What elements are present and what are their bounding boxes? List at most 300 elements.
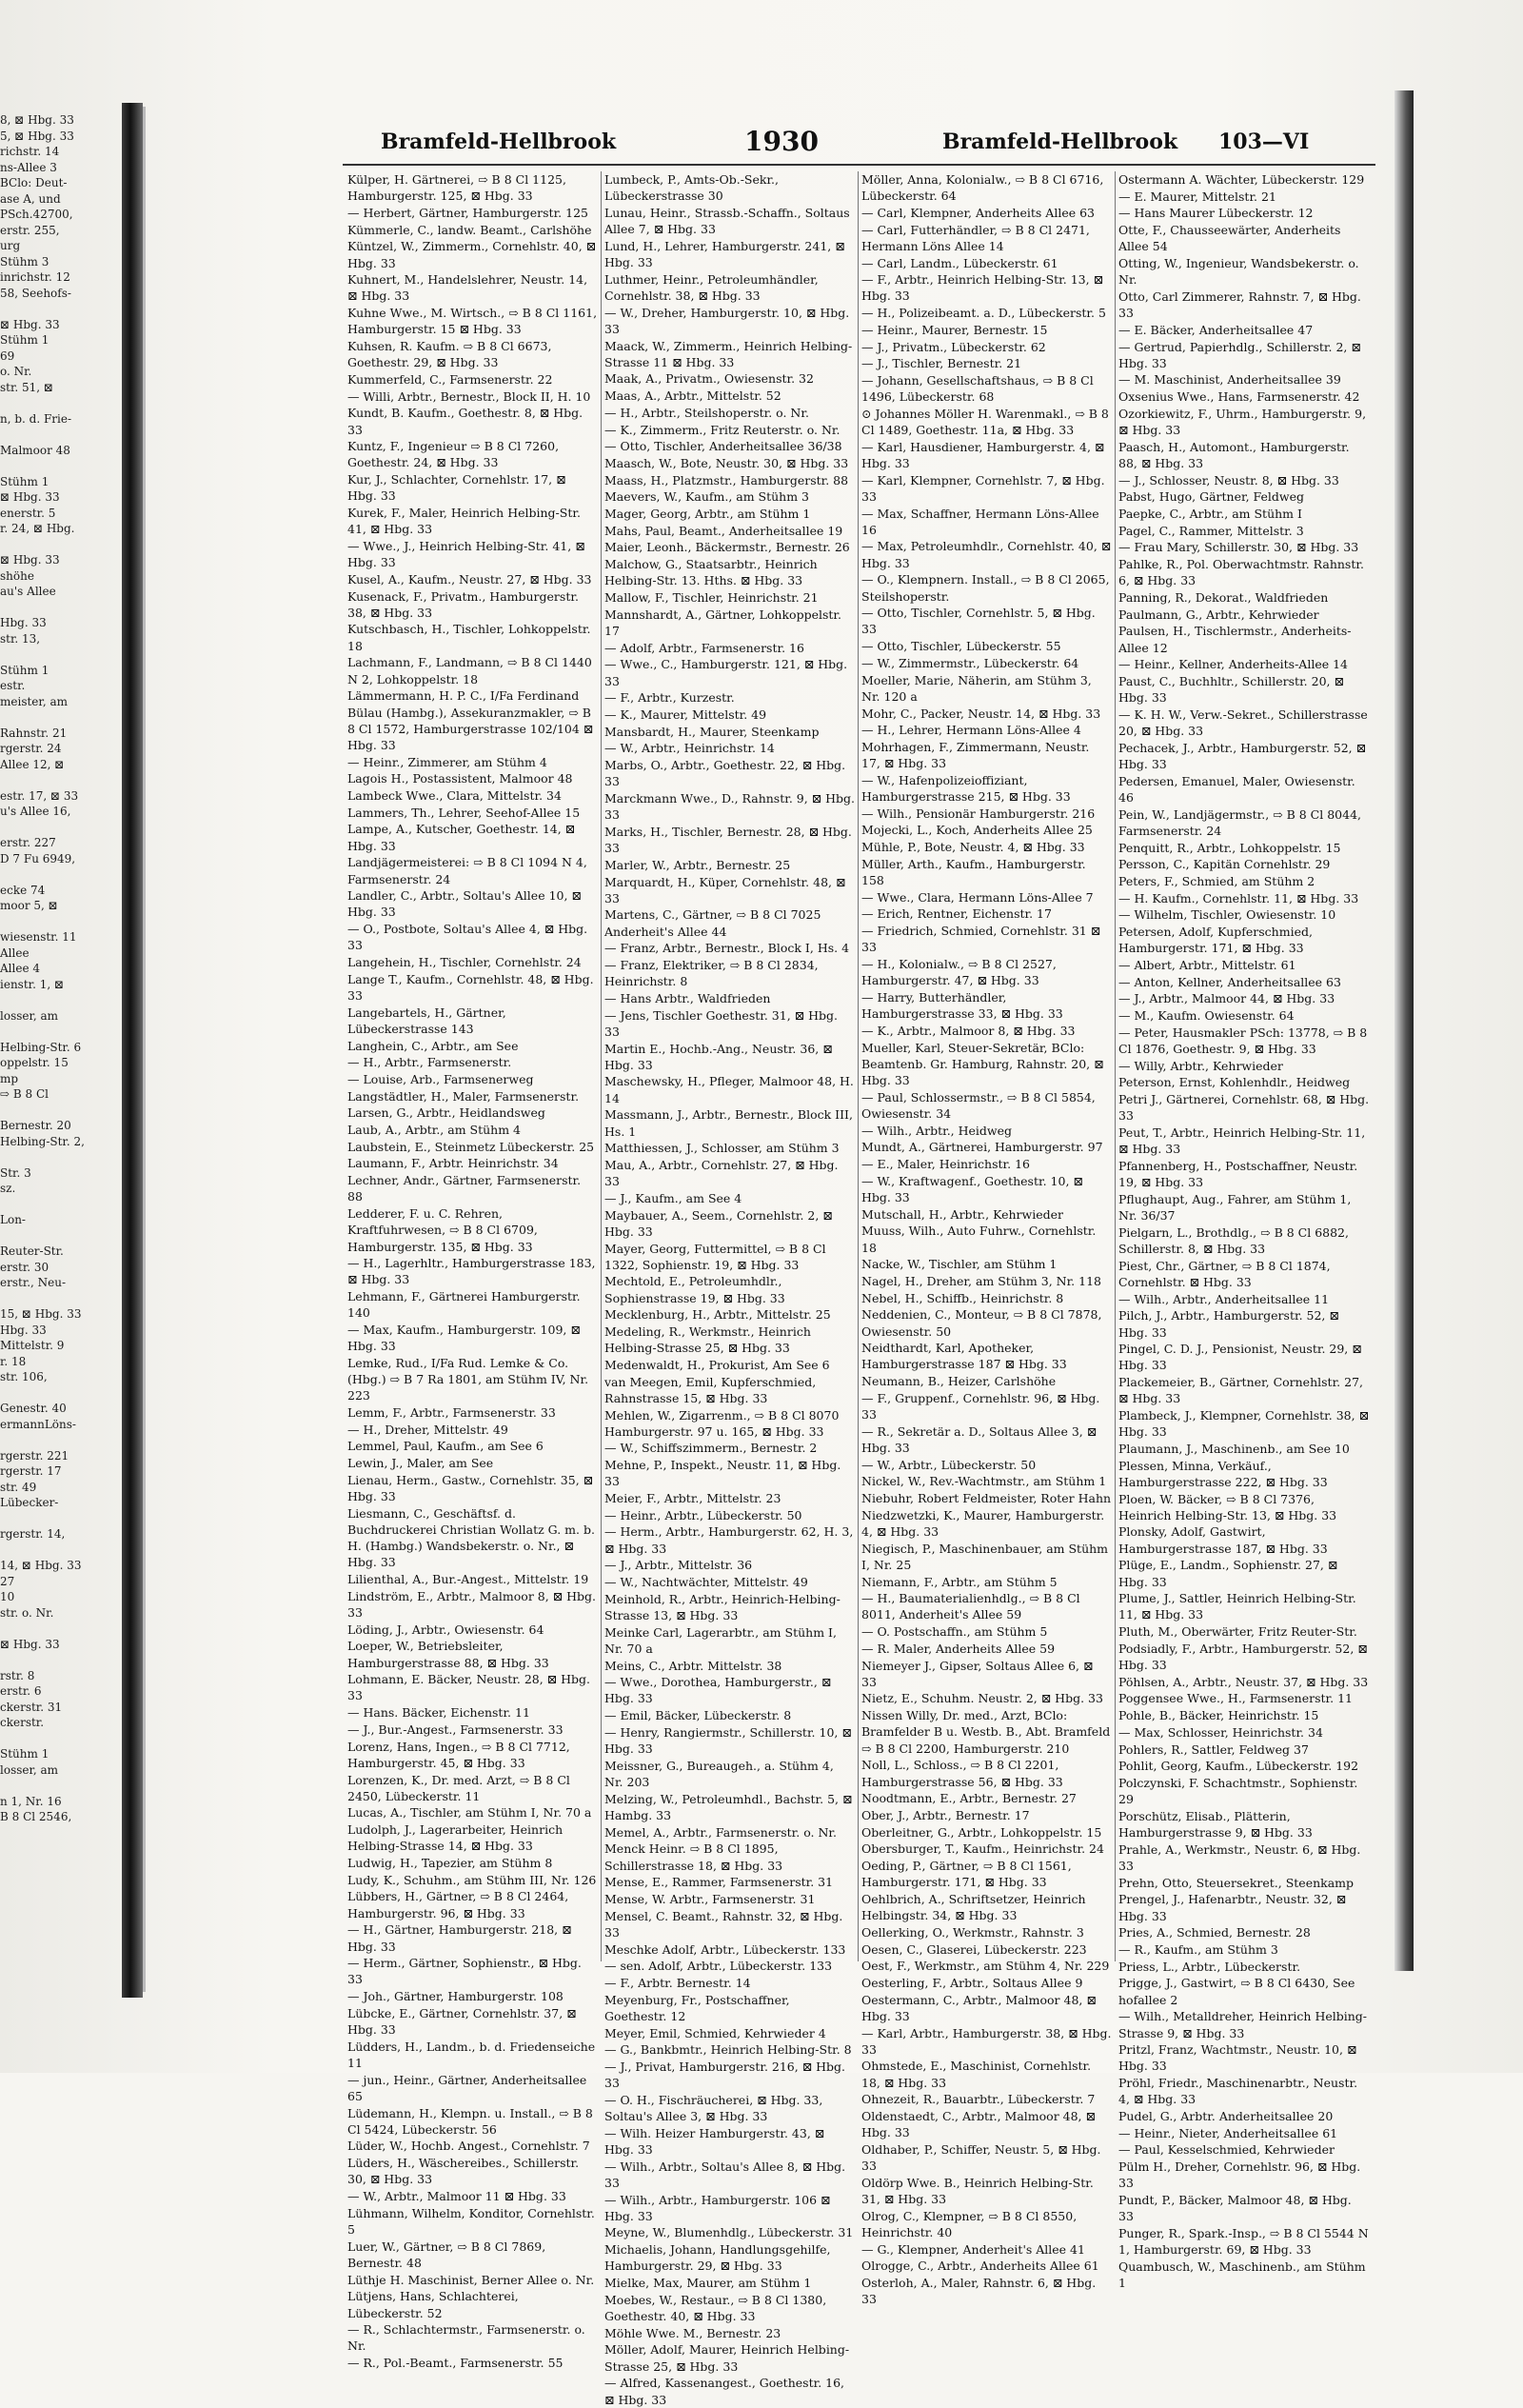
directory-entry: Möhle Wwe. M., Bernestr. 23 [604,2325,781,2340]
directory-entry: — W., Arbtr., Heinrichstr. 14 [604,741,775,756]
directory-entry: Pflughaupt, Aug., Fahrer, am Stühm 1, Nr. 36/37 [1118,1191,1352,1224]
directory-entry: Meschke Adolf, Arbtr., Lübeckerstr. 133 [604,1941,846,1957]
directory-entry: Niegisch, P., Maschinenbauer, am Stühm I, Nr. 25 [861,1541,1109,1572]
directory-entry: — W., Arbtr., Lübeckerstr. 50 [861,1457,1037,1472]
directory-entry: Prengel, J., Hafenarbtr., Neustr. 32, ⊠ Hbg. 33 [1118,1892,1347,1923]
directory-entry: — sen. Adolf, Arbtr., Lübeckerstr. 133 [604,1959,833,1974]
directory-entry: — Wilh., Arbtr., Anderheitsallee 11 [1118,1291,1330,1306]
directory-entry: Langhein, C., Arbtr., am See [347,1038,519,1053]
directory-entry: Oellerking, O., Werkmstr., Rahnstr. 3 [861,1924,1084,1940]
left-page-line [0,1778,122,1794]
directory-entry: — Adolf, Arbtr., Farmsenerstr. 16 [604,640,804,655]
directory-entry: Meinhold, R., Arbtr., Heinrich-Helbing-Strasse 13, ⊠ Hbg. 33 [604,1591,841,1622]
directory-column-3 [859,171,1116,2307]
directory-entry: Maak, A., Privatm., Owiesenstr. 32 [604,371,814,387]
directory-entry: — H., Dreher, Mittelstr. 49 [347,1422,508,1437]
left-page-line [0,1385,122,1402]
directory-entry: Plambeck, J., Klempner, Cornehlstr. 38, ⊠ Hbg. 33 [1118,1408,1370,1440]
left-page-line [0,709,122,726]
directory-entry: — Anton, Kellner, Anderheitsallee 63 [1118,974,1341,989]
left-page-line: erstr. 255, [0,223,60,237]
page-edge [1394,90,1414,1971]
directory-entry: Menck Heinr. ⇨ B 8 Cl 1895, Schillerstrasse 18, ⊠ Hbg. 33 [604,1841,783,1873]
directory-entry: Kuhnert, M., Handelslehrer, Neustr. 14, ⊠ Hbg. 33 [347,272,588,304]
directory-entry: — Hans. Bäcker, Eichenstr. 11 [347,1705,530,1721]
directory-entry: — E. Bäcker, Anderheitsallee 47 [1118,322,1314,337]
left-page-line: estr. [0,679,26,692]
left-page-line: BClo: Deut- [0,176,68,189]
directory-entry: — Hans Arbtr., Waldfrieden [604,990,771,1005]
left-page-line: sz. [0,1182,16,1195]
directory-entry: Pedersen, Emanuel, Maler, Owiesenstr. 46 [1118,773,1355,806]
directory-entry: Nickel, W., Rev.-Wachtmstr., am Stühm 1 [861,1474,1107,1489]
left-page-line: Hbg. 33 [0,1323,47,1337]
directory-entry: Marquardt, H., Küper, Cornehlstr. 48, ⊠ 33 [604,874,846,905]
directory-entry: Lüders, H., Wäschereibes., Schillerstr. 30, ⊠ Hbg. 33 [347,2156,580,2187]
directory-entry: Priess, L., Arbtr., Lübeckerstr. [1118,1959,1301,1974]
left-page-line [0,301,122,317]
left-page-line [0,772,122,788]
directory-entry: — Harry, Butterhändler, Hamburgerstrasse 33, ⊠ Hbg. 33 [861,989,1063,1022]
directory-entry: Neidthardt, Karl, Apotheker, Hamburgerstrasse 187 ⊠ Hbg. 33 [861,1341,1067,1372]
directory-entry: Petersen, Adolf, Kupferschmied, Hamburgerstr. 171, ⊠ Hbg. 33 [1118,925,1313,956]
directory-entry: Mahs, Paul, Beamt., Anderheitsallee 19 [604,523,843,538]
directory-entry: Mensel, C. Beamt., Rahnstr. 32, ⊠ Hbg. 33 [604,1908,843,1940]
directory-entry: Ozorkiewitz, F., Uhrm., Hamburgerstr. 9, ⊠ Hbg. 33 [1118,406,1367,438]
directory-entry: Lemm, F., Arbtr., Farmsenerstr. 33 [347,1405,556,1421]
left-page-line [0,1024,122,1040]
directory-entry: Oest, F., Werkmstr., am Stühm 4, Nr. 229 [861,1959,1110,1974]
header-rule [343,164,1375,166]
directory-entry: Podsiadly, F., Arbtr., Hamburgerstr. 52, ⊠ Hbg. 33 [1118,1641,1368,1673]
directory-entry: Pundt, P., Bäcker, Malmoor 48, ⊠ Hbg. 33 [1118,2193,1352,2224]
directory-entry: Kummerfeld, C., Farmsenerstr. 22 [347,371,553,387]
directory-entry: Neumann, B., Heizer, Carlshöhe [861,1374,1057,1389]
left-page-line: au's Allee [0,585,56,598]
directory-entry: Külper, H. Gärtnerei, ⇨ B 8 Cl 1125, Hamburgerstr. 125, ⊠ Hbg. 33 [347,172,566,204]
directory-entry: Lüdders, H., Landm., b. d. Friedenseiche 11 [347,2039,596,2070]
directory-entry: Lachmann, F., Landmann, ⇨ B 8 Cl 1440 N 2, Lohkoppelstr. 18 [347,655,592,687]
directory-entry: — G., Bankbmtr., Heinrich Helbing-Str. 8 [604,2042,852,2058]
left-page-line: Mittelstr. 9 [0,1339,65,1352]
directory-entry: Lilienthal, A., Bur.-Angest., Mittelstr. 19 [347,1572,589,1587]
left-page-line: erstr. 30 [0,1260,49,1274]
directory-entry: Pohlit, Georg, Kaufm., Lübeckerstr. 192 [1118,1759,1359,1774]
directory-entry: Larsen, G., Arbtr., Heidlandsweg [347,1105,545,1121]
left-page-line: ienstr. 1, ⊠ [0,977,65,991]
header-year: 1930 [744,126,819,157]
directory-entry: — Herm., Gärtner, Sophienstr., ⊠ Hbg. 33 [347,1956,582,1987]
directory-entry: Kutschbasch, H., Tischler, Lohkoppelstr. 18 [347,622,591,653]
directory-entry: Penquitt, R., Arbtr., Lohkoppelstr. 15 [1118,840,1341,855]
directory-entry: Osterloh, A., Maler, Rahnstr. 6, ⊠ Hbg. 33 [861,2276,1097,2307]
directory-entry: Medeling, R., Werkmstr., Heinrich Helbing-Strasse 25, ⊠ Hbg. 33 [604,1324,811,1356]
left-page-line [0,600,122,616]
directory-entry: Lübcke, E., Gärtner, Cornehlstr. 37, ⊠ Hbg. 33 [347,2005,577,2038]
directory-entry: Meissner, G., Bureaugeh., a. Stühm 4, Nr. 203 [604,1758,834,1789]
directory-entry: — R., Kaufm., am Stühm 3 [1118,1942,1278,1958]
directory-entry: — H., Polizeibeamt. a. D., Lübeckerstr. 5 [861,306,1106,321]
directory-entry: Mayer, Georg, Futtermittel, ⇨ B 8 Cl 1322, Sophienstr. 19, ⊠ Hbg. 33 [604,1241,826,1272]
directory-entry: Lüdemann, H., Klempn. u. Install., ⇨ B 8 Cl 5424, Lübeckerstr. 56 [347,2105,593,2137]
directory-entry: — Max, Schaffner, Hermann Löns-Allee 16 [861,506,1099,537]
directory-entry: — M. Maschinist, Anderheitsallee 39 [1118,372,1341,388]
directory-entry: — Emil, Bäcker, Lübeckerstr. 8 [604,1708,792,1723]
left-page-line: Rahnstr. 21 [0,726,68,740]
directory-entry: Moeller, Marie, Näherin, am Stühm 3, Nr. 120 a [861,672,1092,704]
directory-entry: Plessen, Minna, Verkäuf., Hamburgerstrasse 222, ⊠ Hbg. 33 [1118,1458,1328,1489]
directory-entry: — J., Bur.-Angest., Farmsenerstr. 33 [347,1721,564,1737]
left-page-line: urg [0,239,21,252]
directory-entry: Oehlbrich, A., Schriftsetzer, Heinrich Helbingstr. 34, ⊠ Hbg. 33 [861,1891,1086,1923]
directory-entry: Petri J., Gärtnerei, Cornehlstr. 68, ⊠ Hbg. 33 [1118,1092,1370,1124]
directory-entry: Obersburger, T., Kaufm., Heinrichstr. 24 [861,1841,1104,1857]
directory-entry: Plackemeier, B., Gärtner, Cornehlstr. 27, ⊠ Hbg. 33 [1118,1375,1363,1406]
directory-entry: — Johann, Gesellschaftshaus, ⇨ B 8 Cl 1496, Lübeckerstr. 68 [861,372,1094,405]
directory-entry: Ober, J., Arbtr., Bernestr. 17 [861,1807,1030,1822]
left-page-line [0,395,122,411]
directory-entry: Otting, W., Ingenieur, Wandsbekerstr. o. Nr. [1118,256,1359,288]
left-page-line: Allee 4 [0,962,40,975]
left-page-line: Stühm 1 [0,474,49,488]
left-page-line: estr. 17, ⊠ 33 [0,788,79,803]
directory-entry: — Albert, Arbtr., Mittelstr. 61 [1118,958,1296,973]
directory-entry: Möller, Anna, Kolonialw., ⇨ B 8 Cl 6716, Lübeckerstr. 64 [861,172,1104,204]
directory-entry: — K., Zimmerm., Fritz Reuterstr. o. Nr. [604,422,841,437]
directory-entry: — R., Sekretär a. D., Soltaus Allee 3, ⊠ Hbg. 33 [861,1423,1098,1455]
directory-entry: Langehein, H., Tischler, Cornehlstr. 24 [347,955,582,970]
directory-entry: Meins, C., Arbtr. Mittelstr. 38 [604,1658,782,1673]
directory-entry: Oesen, C., Glaserei, Lübeckerstr. 223 [861,1941,1087,1957]
directory-entry: — K., Arbtr., Malmoor 8, ⊠ Hbg. 33 [861,1023,1076,1038]
directory-entry: Meinke Carl, Lagerarbtr., am Stühm I, Nr. 70 a [604,1624,837,1656]
directory-entry: — K., Maurer, Mittelstr. 49 [604,707,767,722]
directory-entry: Lohmann, E. Bäcker, Neustr. 28, ⊠ Hbg. 33 [347,1672,591,1703]
directory-entry: Ludolph, J., Lagerarbeiter, Heinrich Helbing-Strasse 14, ⊠ Hbg. 33 [347,1822,564,1854]
left-page-line: o. Nr. [0,365,32,378]
directory-entry: Oldörp Wwe. B., Heinrich Helbing-Str. 31, ⊠ Hbg. 33 [861,2175,1094,2207]
directory-entry: Lucas, A., Tischler, am Stühm I, Nr. 70 a [347,1805,592,1821]
left-page-line: 15, ⊠ Hbg. 33 [0,1307,82,1321]
directory-entry: Lühmann, Wilhelm, Konditor, Cornehlstr. 5 [347,2205,595,2237]
left-page-line: rgerstr. 24 [0,742,62,755]
directory-entry: Pröhl, Friedr., Maschinenarbtr., Neustr. 4, ⊠ Hbg. 33 [1118,2076,1358,2107]
directory-entry: Prehn, Otto, Steuersekret., Steenkamp [1118,1875,1355,1890]
directory-entry: Prigge, J., Gastwirt, ⇨ B 8 Cl 6430, See hofallee 2 [1118,1976,1355,2007]
directory-entry: — Wilh., Arbtr., Hamburgerstr. 106 ⊠ Hbg. 33 [604,2192,831,2223]
left-page-line [0,1542,122,1559]
left-page-line: str. 106, [0,1370,48,1383]
directory-entry: Mechtold, E., Petroleumhdlr., Sophienstrasse 19, ⊠ Hbg. 33 [604,1274,785,1305]
directory-entry: Mielke, Max, Maurer, am Stühm 1 [604,2276,812,2291]
page-header [381,126,1371,160]
left-page-line: moor 5, ⊠ [0,899,58,912]
directory-entry: — R. Maler, Anderheits Allee 59 [861,1641,1056,1656]
directory-entry: Laubstein, E., Steinmetz Lübeckerstr. 25 [347,1139,595,1154]
left-page-line: str. o. Nr. [0,1605,54,1620]
left-page-line: rgerstr. 17 [0,1464,62,1478]
left-page-line: 8, ⊠ Hbg. 33 [0,113,74,127]
directory-entry: — F., Arbtr. Bernestr. 14 [604,1975,751,1990]
directory-entry: Muuss, Wilh., Auto Fuhrw., Cornehlstr. 18 [861,1224,1097,1255]
directory-entry: — Henry, Rangiermstr., Schillerstr. 10, ⊠ Hbg. 33 [604,1724,852,1757]
directory-column-1 [345,171,602,2371]
directory-entry: Kundt, B. Kaufm., Goethestr. 8, ⊠ Hbg. 33 [347,406,583,437]
directory-entry: Niemann, F., Arbtr., am Stühm 5 [861,1574,1058,1589]
directory-entry: — H., Gärtner, Hamburgerstr. 218, ⊠ Hbg. 33 [347,1922,572,1954]
directory-entry: Ostermann A. Wächter, Lübeckerstr. 129 [1118,172,1365,187]
left-page-line: Genestr. 40 [0,1402,67,1415]
directory-entry: Pahlke, R., Pol. Oberwachtmstr. Rahnstr. 6, ⊠ Hbg. 33 [1118,557,1364,588]
directory-entry: Pagel, C., Rammer, Mittelstr. 3 [1118,523,1304,538]
directory-entry: — jun., Heinr., Gärtner, Anderheitsallee 65 [347,2072,587,2103]
directory-entry: Lechner, Andr., Gärtner, Farmsenerstr. 88 [347,1173,582,1204]
left-page-line: n, b. d. Frie- [0,411,72,426]
left-page-line: meister, am [0,694,68,708]
directory-entry: — Carl, Landm., Lübeckerstr. 61 [861,255,1058,270]
directory-entry: Martens, C., Gärtner, ⇨ B 8 Cl 7025 Anderheit's Allee 44 [604,907,821,939]
directory-entry: Lemke, Rud., I/Fa Rud. Lemke & Co. (Hbg.) ⇨ B 7 Ra 1801, am Stühm IV, Nr. 223 [347,1355,589,1403]
left-page-line [0,1621,122,1637]
directory-entry: Michaelis, Johann, Handlungsgehilfe, Hamburgerstr. 29, ⊠ Hbg. 33 [604,2242,831,2274]
directory-entry: Medenwaldt, H., Prokurist, Am See 6 [604,1357,830,1372]
left-page-line: ecke 74 [0,883,46,897]
directory-entry: Pilch, J., Arbtr., Hamburgerstr. 52, ⊠ Hbg. 33 [1118,1308,1339,1340]
directory-entry: — Heinr., Zimmerer, am Stühm 4 [347,754,547,769]
left-page-fragment [0,112,122,2007]
left-page-line: erstr., Neu- [0,1276,67,1289]
directory-entry: — Karl, Klempner, Cornehlstr. 7, ⊠ Hbg. 33 [861,472,1105,504]
directory-entry: Oxsenius Wwe., Hans, Farmsenerstr. 42 [1118,389,1360,405]
left-page-line: r. 18 [0,1354,27,1368]
directory-entry: Niebuhr, Robert Feldmeister, Roter Hahn [861,1491,1112,1506]
directory-entry: Peut, T., Arbtr., Heinrich Helbing-Str. 11, ⊠ Hbg. 33 [1118,1125,1366,1157]
directory-entry: Punger, R., Spark.-Insp., ⇨ B 8 Cl 5544 N 1, Hamburgerstr. 69, ⊠ Hbg. 33 [1118,2225,1369,2258]
left-page-line: Bernestr. 20 [0,1119,71,1132]
directory-column-2 [602,171,859,2407]
directory-entry: Maybauer, A., Seem., Cornehlstr. 2, ⊠ Hbg. 33 [604,1207,833,1239]
directory-entry: Otto, Carl Zimmerer, Rahnstr. 7, ⊠ Hbg. 33 [1118,289,1361,321]
directory-entry: Mühle, P., Bote, Neustr. 4, ⊠ Hbg. 33 [861,840,1085,855]
directory-entry: Lüthje H. Maschinist, Berner Allee o. Nr. [347,2272,595,2287]
left-page-line: ckerstr. 31 [0,1700,63,1714]
directory-entry: — Otto, Tischler, Cornehlstr. 5, ⊠ Hbg. 33 [861,606,1096,637]
directory-entry: Mojecki, L., Koch, Anderheits Allee 25 [861,823,1093,838]
left-page-line: str. 51, ⊠ [0,380,53,394]
left-page-line: wiesenstr. 11 [0,930,77,944]
directory-entry: Lagois H., Postassistent, Malmoor 48 [347,771,573,786]
left-page-line [0,427,122,443]
left-page-line [0,458,122,474]
directory-entry: — W., Hafenpolizeioffiziant, Hamburgerstrasse 215, ⊠ Hbg. 33 [861,772,1071,805]
directory-entry: Mohrhagen, F., Zimmermann, Neustr. 17, ⊠ Hbg. 33 [861,739,1090,771]
directory-entry: Mueller, Karl, Steuer-Sekretär, BClo: Beamtenb. Gr. Hamburg, Rahnstr. 20, ⊠ Hbg. 33 [861,1040,1104,1087]
left-page-line: ⊠ Hbg. 33 [0,1637,60,1651]
directory-entry: — Jens, Tischler Goethestr. 31, ⊠ Hbg. 33 [604,1007,838,1039]
directory-entry: — F., Gruppenf., Cornehlstr. 96, ⊠ Hbg. 33 [861,1390,1100,1423]
directory-entry: — H., Lehrer, Hermann Löns-Allee 4 [861,723,1081,738]
left-page-line: Allee [0,945,30,960]
directory-entry: — Herbert, Gärtner, Hamburgerstr. 125 [347,205,588,220]
directory-entry: — Willi, Arbtr., Bernestr., Block II, H. 10 [347,388,591,404]
directory-entry: — Karl, Hausdiener, Hamburgerstr. 4, ⊠ Hbg. 33 [861,439,1105,470]
directory-entry: Landjägermeisterei: ⇨ B 8 Cl 1094 N 4, Farmsenerstr. 24 [347,855,587,886]
directory-entry: Liesmann, C., Geschäftsf. d. Buchdruckerei Christian Wollatz G. m. b. H. (Hambg.) Wandsbekerstr. o. Nr., ⊠ Hbg. 33 [347,1505,595,1570]
left-page-line: str. 13, [0,631,41,646]
directory-entry: — W., Arbtr., Malmoor 11 ⊠ Hbg. 33 [347,2189,566,2204]
left-page-line [0,1652,122,1668]
directory-entry: Maasch, W., Bote, Neustr. 30, ⊠ Hbg. 33 [604,455,849,470]
directory-entry: Mundt, A., Gärtnerei, Hamburgerstr. 97 [861,1140,1103,1155]
directory-entry: Otte, F., Chausseewärter, Anderheits Allee 54 [1118,223,1341,254]
left-page-line: mp [0,1071,19,1085]
left-page-line: enerstr. 5 [0,506,56,520]
directory-entry: Meyne, W., Blumenhdlg., Lübeckerstr. 31 [604,2225,854,2240]
directory-entry: Mohr, C., Packer, Neustr. 14, ⊠ Hbg. 33 [861,706,1101,721]
left-page-line [0,1731,122,1747]
directory-entry: Panning, R., Dekorat., Waldfrieden [1118,590,1329,606]
directory-entry: — H., Arbtr., Steilshoperstr. o. Nr. [604,405,809,420]
directory-entry: Noodtmann, E., Arbtr., Bernestr. 27 [861,1791,1077,1806]
left-page-line: ⊠ Hbg. 33 [0,490,60,504]
directory-entry: — Wwe., J., Heinrich Helbing-Str. 41, ⊠ Hbg. 33 [347,538,585,570]
directory-entry: — F., Arbtr., Kurzestr. [604,690,735,706]
directory-entry: Marler, W., Arbtr., Bernestr. 25 [604,857,791,872]
directory-entry: — H., Arbtr., Farmsenerstr. [347,1055,512,1070]
directory-entry: — J., Kaufm., am See 4 [604,1190,742,1205]
directory-entry: Kurek, F., Maler, Heinrich Helbing-Str. 41, ⊠ Hbg. 33 [347,506,581,537]
directory-entry: Pohle, B., Bäcker, Heinrichstr. 15 [1118,1708,1319,1723]
directory-entry: — J., Arbtr., Malmoor 44, ⊠ Hbg. 33 [1118,991,1335,1006]
left-page-line: Reuter-Str. [0,1244,64,1258]
left-page-line [0,1228,122,1244]
left-page-line [0,914,122,930]
directory-entry: Paulsen, H., Tischlermstr., Anderheits-Allee 12 [1118,624,1352,655]
left-page-line: 5, ⊠ Hbg. 33 [0,129,74,143]
directory-entry: — Wwe., Clara, Hermann Löns-Allee 7 [861,889,1094,905]
directory-entry: Langebartels, H., Gärtner, Lübeckerstrasse 143 [347,1005,506,1036]
directory-entry: Pluth, M., Oberwärter, Fritz Reuter-Str. [1118,1624,1357,1640]
directory-entry: Poggensee Wwe., H., Farmsenerstr. 11 [1118,1691,1353,1706]
directory-entry: Pein, W., Landjägermstr., ⇨ B 8 Cl 8044, Farmsenerstr. 24 [1118,806,1361,838]
directory-entry: — H. Kaufm., Cornehlstr. 11, ⊠ Hbg. 33 [1118,890,1359,905]
directory-entry: — Wilh., Arbtr., Soltau's Allee 8, ⊠ Hbg. 33 [604,2159,846,2190]
directory-entry: — J., Arbtr., Mittelstr. 36 [604,1558,753,1573]
directory-entry: — W., Zimmermstr., Lübeckerstr. 64 [861,655,1079,670]
directory-entry: Maass, H., Platzmstr., Hamburgerstr. 88 [604,472,849,488]
directory-entry: — J., Privatm., Lübeckerstr. 62 [861,339,1046,354]
left-page-line: Helbing-Str. 6 [0,1040,82,1054]
directory-entry: Lindström, E., Arbtr., Malmoor 8, ⊠ Hbg. 33 [347,1588,597,1620]
book-gutter [122,103,143,1998]
directory-entry: — Friedrich, Schmied, Cornehlstr. 31 ⊠ 33 [861,924,1101,955]
directory-entry: Oestermann, C., Arbtr., Malmoor 48, ⊠ Hbg. 33 [861,1992,1097,2023]
directory-entry: Ludwig, H., Tapezier, am Stühm 8 [347,1856,553,1871]
directory-entry: — Franz, Arbtr., Bernestr., Block I, Hs. 4 [604,941,850,956]
directory-entry: Laumann, F., Arbtr. Heinrichstr. 34 [347,1156,559,1171]
directory-entry: — Otto, Tischler, Anderheitsallee 36/38 [604,439,842,454]
directory-entry: Luthmer, Heinr., Petroleumhändler, Cornehlstr. 38, ⊠ Hbg. 33 [604,271,819,303]
directory-entry: Mau, A., Arbtr., Cornehlstr. 27, ⊠ Hbg. 33 [604,1157,839,1189]
directory-entry: Oesterling, F., Arbtr., Soltaus Allee 9 [861,1975,1083,1990]
directory-entry: Lambeck Wwe., Clara, Mittelstr. 34 [347,788,562,804]
directory-entry: Ludy, K., Schuhm., am Stühm III, Nr. 126 [347,1872,597,1887]
left-page-line [0,647,122,663]
directory-entry: — O., Postbote, Soltau's Allee 4, ⊠ Hbg. 33 [347,922,588,953]
left-page-line: ⊠ Hbg. 33 [0,553,60,567]
directory-entry: Ploen, W. Bäcker, ⇨ B 8 Cl 7376, Heinrich Helbing-Str. 13, ⊠ Hbg. 33 [1118,1491,1337,1522]
directory-entry: Kuhsen, R. Kaufm. ⇨ B 8 Cl 6673, Goethestr. 29, ⊠ Hbg. 33 [347,339,552,370]
directory-entry: Lorenzen, K., Dr. med. Arzt, ⇨ B 8 Cl 2450, Lübeckerstr. 11 [347,1772,570,1803]
directory-entry: Mutschall, H., Arbtr., Kehrwieder [861,1206,1063,1222]
directory-entry: Lehmann, F., Gärtnerei Hamburgerstr. 140 [347,1289,581,1321]
directory-entry: — R., Schlachtermstr., Farmsenerstr. o. Nr. [347,2322,585,2354]
left-page-line: rgerstr. 14, [0,1527,66,1541]
directory-entry: — M., Kaufm. Owiesenstr. 64 [1118,1008,1295,1024]
directory-entry: Pechacek, J., Arbtr., Hamburgerstr. 52, ⊠ Hbg. 33 [1118,740,1367,772]
directory-entry: — Heinr., Arbtr., Lübeckerstr. 50 [604,1507,802,1522]
header-right-title: Bramfeld-Hellbrook [942,129,1178,154]
directory-columns [345,171,1377,2407]
directory-entry: — Herm., Arbtr., Hamburgerstr. 62, H. 3, ⊠ Hbg. 33 [604,1524,854,1556]
directory-entry: — Willy, Arbtr., Kehrwieder [1118,1058,1283,1073]
directory-entry: Maschewsky, H., Pfleger, Malmoor 48, H. 14 [604,1074,854,1105]
left-page-line: Lübecker- [0,1496,59,1509]
directory-entry: Mense, W. Arbtr., Farmsenerstr. 31 [604,1891,816,1906]
directory-entry: Niemeyer J., Gipser, Soltaus Allee 6, ⊠ 33 [861,1658,1094,1689]
directory-entry: — Wilh., Metalldreher, Heinrich Helbing-Strasse 9, ⊠ Hbg. 33 [1118,2009,1368,2040]
directory-entry: — F., Arbtr., Heinrich Helbing-Str. 13, ⊠ Hbg. 33 [861,272,1104,304]
directory-entry: Pudel, G., Arbtr. Anderheitsallee 20 [1118,2109,1334,2124]
left-page-line: ⊠ Hbg. 33 [0,317,60,331]
directory-entry: — Wwe., Dorothea, Hamburgerstr., ⊠ Hbg. 33 [604,1675,832,1706]
directory-entry: Mansbardt, H., Maurer, Steenkamp [604,724,820,739]
directory-entry: Martin E., Hochb.-Ang., Neustr. 36, ⊠ Hbg. 33 [604,1041,833,1072]
directory-entry: Langstädtler, H., Maler, Farmsenerstr. [347,1088,580,1104]
directory-entry: Lewin, J., Maler, am See [347,1456,494,1471]
directory-entry: Kusel, A., Kaufm., Neustr. 27, ⊠ Hbg. 33 [347,571,592,587]
directory-entry: Marckmann Wwe., D., Rahnstr. 9, ⊠ Hbg. 33 [604,791,856,823]
directory-entry: — J., Tischler, Bernestr. 21 [861,356,1022,371]
directory-entry: Lampe, A., Kutscher, Goethestr. 14, ⊠ Hbg. 33 [347,822,576,853]
directory-entry: Memel, A., Arbtr., Farmsenerstr. o. Nr. [604,1824,837,1840]
directory-entry: — Gertrud, Papierhdlg., Schillerstr. 2, ⊠ Hbg. 33 [1118,339,1361,370]
left-page-line: erstr. 227 [0,836,56,849]
directory-entry: Laub, A., Arbtr., am Stühm 4 [347,1123,521,1138]
directory-entry: Lämmermann, H. P. C., I/Fa Ferdinand Bülau (Hambg.), Assekuranzmakler, ⇨ B 8 Cl 1572, Hamburgerstrasse 102/104 ⊠ Hbg. 33 [347,688,594,752]
left-page-line: rgerstr. 221 [0,1448,69,1463]
directory-entry: — Wilhelm, Tischler, Owiesenstr. 10 [1118,907,1336,923]
directory-entry: Oldhaber, P., Schiffer, Neustr. 5, ⊠ Hbg. 33 [861,2141,1101,2174]
directory-entry: — O. Postschaffn., am Stühm 5 [861,1624,1048,1640]
directory-entry: Peters, F., Schmied, am Stühm 2 [1118,874,1315,889]
directory-entry: Maier, Leonh., Bäckermstr., Bernestr. 26 [604,540,850,555]
left-page-line [0,1432,122,1448]
directory-entry: Moebes, W., Restaur., ⇨ B 8 Cl 1380, Goethestr. 40, ⊠ Hbg. 33 [604,2292,827,2323]
left-page-line: shöhe [0,568,34,583]
directory-entry: — R., Pol.-Beamt., Farmsenerstr. 55 [347,2356,564,2371]
directory-entry: — H., Lagerhltr., Hamburgerstrasse 183, ⊠ Hbg. 33 [347,1256,596,1287]
directory-entry: — Wilh., Pensionär Hamburgerstr. 216 [861,806,1096,821]
directory-entry: Maevers, W., Kaufm., am Stühm 3 [604,489,810,505]
directory-entry: Kusenack, F., Privatm., Hamburgerstr. 38, ⊠ Hbg. 33 [347,588,579,620]
directory-entry: Kuhne Wwe., M. Wirtsch., ⇨ B 8 Cl 1161, Hamburgerstr. 15 ⊠ Hbg. 33 [347,306,598,337]
left-page-line: 14, ⊠ Hbg. 33 [0,1559,82,1572]
left-page-line: ase A, und [0,191,61,206]
directory-entry: Lorenz, Hans, Ingen., ⇨ B 8 Cl 7712, Hamburgerstr. 45, ⊠ Hbg. 33 [347,1739,570,1770]
directory-entry: Pfannenberg, H., Postschaffner, Neustr. 19, ⊠ Hbg. 33 [1118,1158,1358,1190]
directory-entry: Pritzl, Franz, Wachtmstr., Neustr. 10, ⊠ Hbg. 33 [1118,2042,1357,2074]
